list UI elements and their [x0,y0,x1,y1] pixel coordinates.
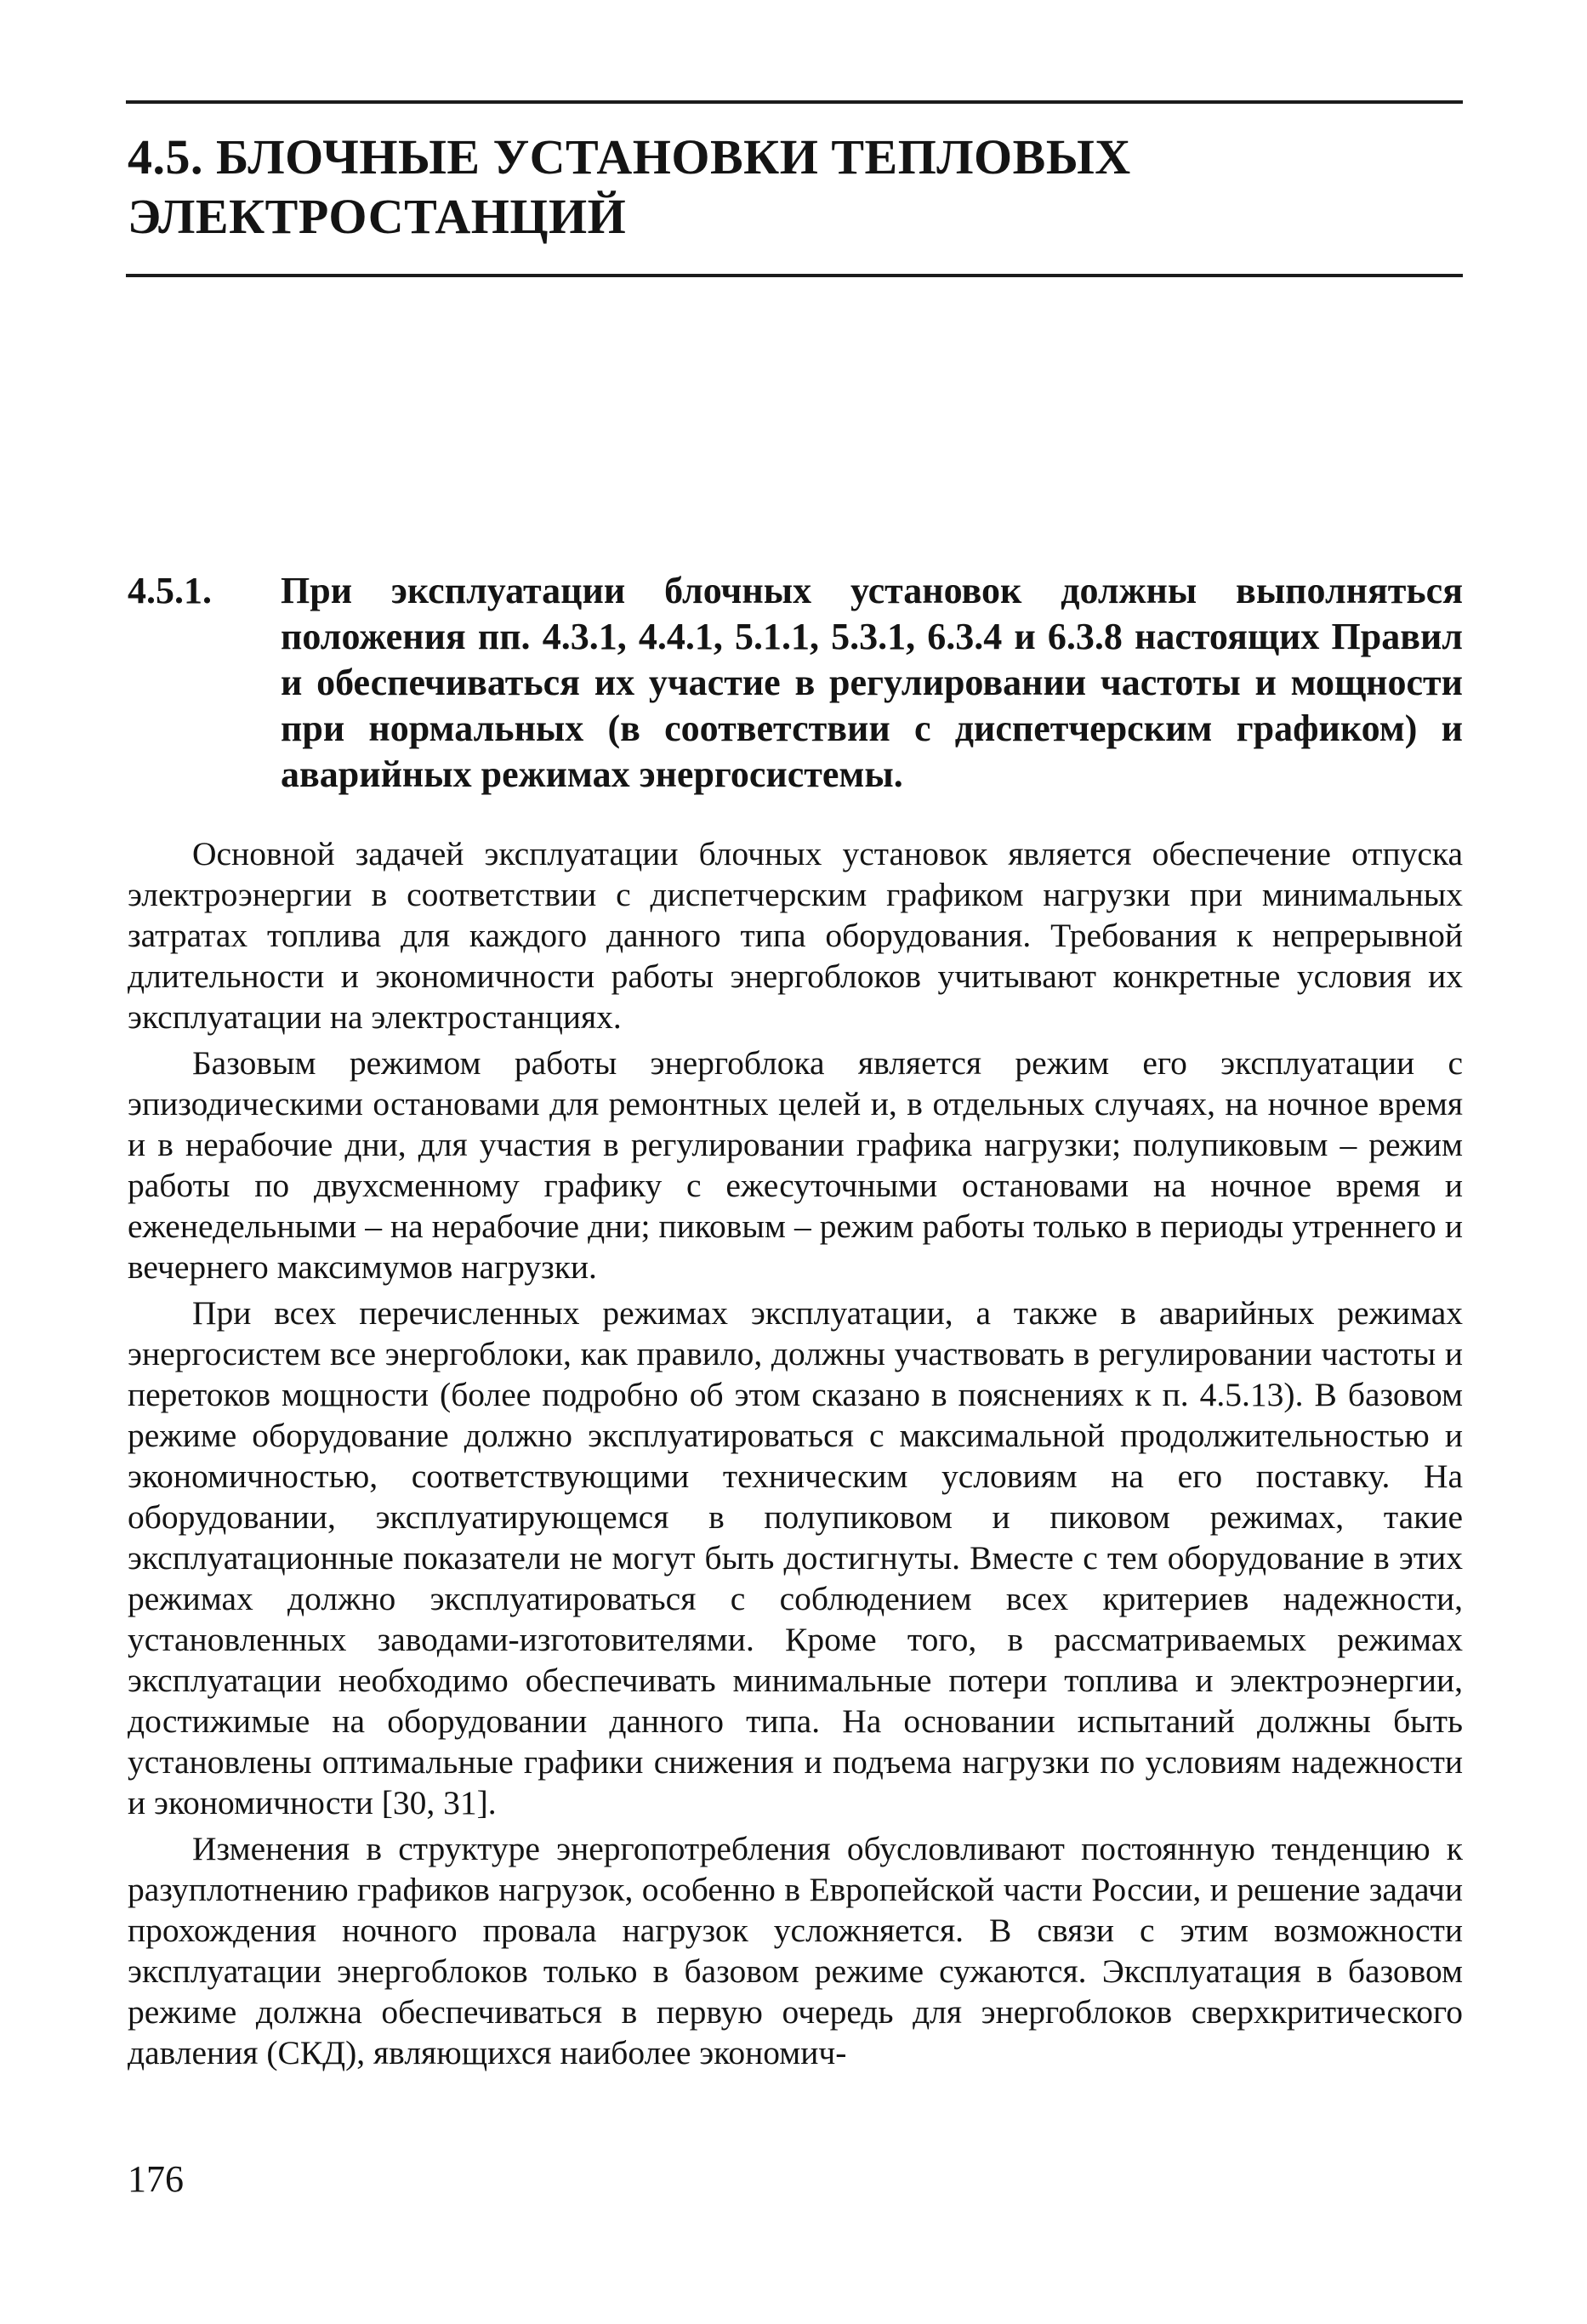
header-rule-bottom [126,274,1463,277]
paragraph: При всех перечисленных режимах эксплуатации, а также в аварийных режимах энергосистем все энергоблоки, как правило, должны участвовать в регулировании частоты и перетоков мощности (более подробно об этом сказано в пояснениях к п. 4.5.13). В базовом режиме оборудование должно эксплуатироваться с максимальной продолжительностью и экономичностью, соответствующими техническим условиям на его поставку. На оборудовании, эксплуатирующемся в полупиковом и пиковом режимах, такие эксплуатационные показатели не могут быть достигнуты. Вместе с тем оборудование в этих режимах должно эксплуатироваться с соблюдением всех критериев надежности, установленных заводами-изготовителями. Кроме того, в рассматриваемых режимах эксплуатации необходимо обеспечивать минимальные потери топлива и электроэнергии, достижимые на оборудовании данного типа. На основании испытаний должны быть установлены оптимальные графики снижения и подъема нагрузки по условиям надежности и экономичности [30, 31]. [128,1294,1463,1821]
paragraph: Базовым режимом работы энергоблока является режим его эксплуатации с эпизодическими остановами для ремонтных целей и, в отдельных случаях, на ночное время и в нерабочие дни, для участия в регулировании графика нагрузки; полупиковым – режим работы по двухсменному графику с ежесуточными остановами на ночное время и еженедельными – на нерабочие дни; пиковым – режим работы только в периоды утреннего и вечернего максимумов нагрузки. [128,1044,1463,1286]
paragraph: Изменения в структуре энергопотребления обусловливают постоянную тенденцию к разуплотнению графиков нагрузок, особенно в Европейской части России, и решение задачи прохождения ночного провала нагрузок усложняется. В связи с этим возможности эксплуатации энергоблоков только в базовом режиме сужаются. Эксплуатация в базовом режиме должна обеспечиваться в первую очередь для энергоблоков сверхкритического давления (СКД), являющихся наиболее экономич- [128,1830,1463,2071]
page-number: 176 [128,2158,184,2200]
clause-number: 4.5.1. [128,570,212,611]
clause-text: При эксплуатации блочных установок должны выполняться положения пп. 4.3.1, 4.4.1, 5.1.1, 5.3.1, 6.3.4 и 6.3.8 настоящих Правил и обеспечиваться их участие в регулировании частоты и мощности при нормальных (в соответствии с диспетчерским графиком) и аварийных режимах энергосистемы. [281,570,1463,795]
commentary-body [128,833,1463,2078]
chapter-title: 4.5. БЛОЧНЫЕ УСТАНОВКИ ТЕПЛОВЫХ ЭЛЕКТРОСТАНЦИЙ [128,129,1131,244]
paragraph: Основной задачей эксплуатации блочных установок является обеспечение отпуска электроэнергии в соответствии с диспетчерским графиком нагрузки при минимальных затратах топлива для каждого данного типа оборудования. Требования к непрерывной длительности и экономичности работы энергоблоков учитывают конкретные условия их эксплуатации на электростанциях. [128,835,1463,1036]
header-rule-top [126,100,1463,104]
